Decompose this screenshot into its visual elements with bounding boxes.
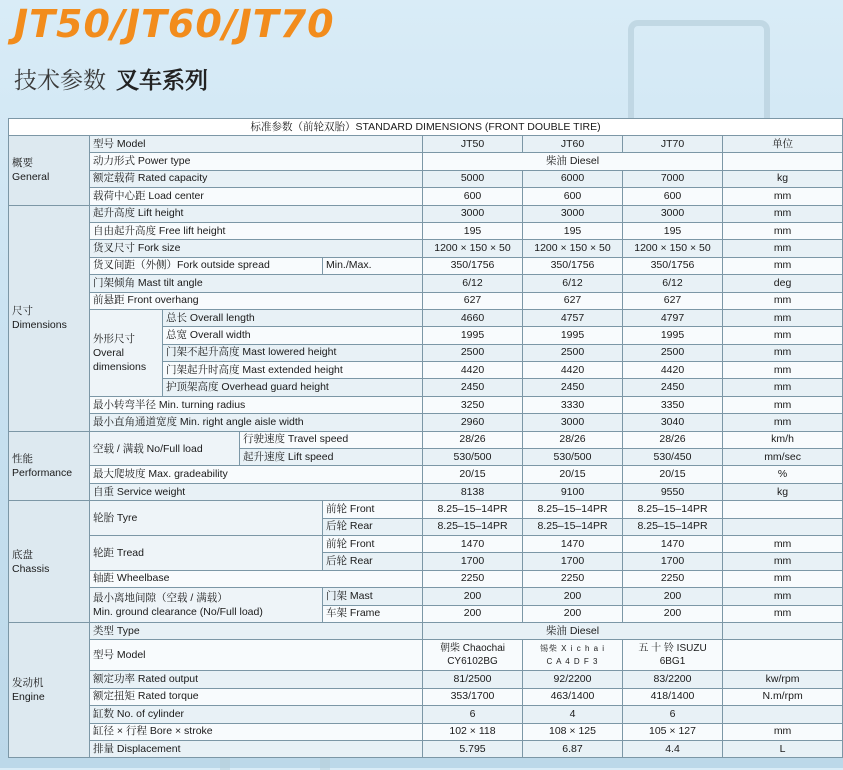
row-label: 额定功率 Rated output — [90, 671, 423, 688]
cell-value: 4420 — [523, 362, 623, 379]
table-row — [9, 257, 843, 274]
unit-cell: mm — [723, 396, 843, 413]
row-label: 门架起升时高度 Mast extended height — [163, 362, 423, 379]
row-label: 额定扭矩 Rated torque — [90, 688, 423, 705]
row-label: 起升高度 Lift height — [90, 205, 423, 222]
cell-value: 350/1756 — [623, 257, 723, 274]
table-row — [9, 570, 843, 587]
unit-cell: mm — [723, 362, 843, 379]
unit-cell: mm — [723, 309, 843, 326]
cell-value: 柴油 Diesel — [423, 153, 723, 170]
cell-value: 6 — [623, 706, 723, 723]
table-row — [9, 170, 843, 187]
row-label: 自重 Service weight — [90, 483, 423, 500]
unit-cell: mm — [723, 414, 843, 431]
cell-value: 3000 — [623, 205, 723, 222]
unit-cell — [723, 640, 843, 671]
cell-value: 1995 — [623, 327, 723, 344]
row-label: 后轮 Rear — [323, 518, 423, 535]
table-row — [9, 414, 843, 431]
table-header-row — [9, 119, 843, 136]
category-dimensions — [9, 205, 90, 431]
category-label-cn: 底盘 — [12, 548, 33, 561]
unit-cell: mm — [723, 553, 843, 570]
label-line: 最小离地间隙（空载 / 满载） — [93, 592, 228, 605]
table-row — [9, 688, 843, 705]
row-label: 最小直角通道宽度 Min. right angle aisle width — [90, 414, 423, 431]
cell-value: 8.25–15–14PR — [423, 501, 523, 518]
table-row — [9, 535, 843, 552]
cell-value: 2500 — [523, 344, 623, 361]
cell-value: 1995 — [423, 327, 523, 344]
table-row — [9, 501, 843, 518]
table-row — [9, 483, 843, 500]
cell-value: 6000 — [523, 170, 623, 187]
table-row — [9, 153, 843, 170]
table-header: 标准参数（前轮双胎）STANDARD DIMENSIONS (FRONT DOUBLE TIRE) — [9, 119, 843, 136]
cell-value: 1470 — [423, 535, 523, 552]
cell-value: 5.795 — [423, 740, 523, 757]
category-label-cn: 性能 — [12, 452, 33, 465]
cell-value: 2500 — [623, 344, 723, 361]
table-row — [9, 396, 843, 413]
cell-value: 8.25–15–14PR — [623, 518, 723, 535]
cell-value: 1700 — [423, 553, 523, 570]
table-row — [9, 205, 843, 222]
row-label: 车架 Frame — [323, 605, 423, 622]
category-chassis — [9, 501, 90, 623]
row-label: 额定载荷 Rated capacity — [90, 170, 423, 187]
page-subtitle — [14, 62, 208, 95]
cell-value: 8.25–15–14PR — [523, 501, 623, 518]
cell-value: 2450 — [523, 379, 623, 396]
cell-value: 3000 — [523, 414, 623, 431]
row-label: 总宽 Overall width — [163, 327, 423, 344]
cell-value: 4420 — [623, 362, 723, 379]
category-label-en: Engine — [12, 691, 45, 704]
cell-value: 105 × 127 — [623, 723, 723, 740]
unit-cell — [723, 622, 843, 639]
cell-value: 20/15 — [423, 466, 523, 483]
model-name: JT50 — [423, 136, 523, 153]
cell-value: 1200 × 150 × 50 — [623, 240, 723, 257]
unit-cell: mm — [723, 327, 843, 344]
table-row — [9, 292, 843, 309]
engine-brand: 锡柴 X i c h a i — [539, 644, 606, 654]
category-label-en: Performance — [12, 466, 73, 479]
cell-value: 3000 — [523, 205, 623, 222]
row-label: 载荷中心距 Load center — [90, 188, 423, 205]
cell-value: 627 — [623, 292, 723, 309]
unit-cell: N.m/rpm — [723, 688, 843, 705]
unit-cell: mm — [723, 605, 843, 622]
row-label: 货叉间距（外侧）Fork outside spread — [90, 257, 323, 274]
label-line: 外形尺寸 — [93, 332, 135, 345]
unit-cell: mm — [723, 344, 843, 361]
engine-brand: 朝柴 Chaochai — [439, 643, 506, 655]
cell-value: 195 — [423, 222, 523, 239]
cell-value: 600 — [623, 188, 723, 205]
tread-label: 轮距 Tread — [90, 535, 323, 570]
row-label-model: 型号 Model — [90, 136, 423, 153]
unit-cell: kg — [723, 483, 843, 500]
cell-value: 柴油 Diesel — [423, 622, 723, 639]
cell-value: 200 — [423, 588, 523, 605]
unit-cell: mm — [723, 257, 843, 274]
cell-value: 8.25–15–14PR — [523, 518, 623, 535]
cell-value: 4.4 — [623, 740, 723, 757]
unit-cell: mm — [723, 588, 843, 605]
cell-value: 1700 — [523, 553, 623, 570]
cell-value: 1200 × 150 × 50 — [523, 240, 623, 257]
category-engine — [9, 622, 90, 757]
cell-value: 83/2200 — [623, 671, 723, 688]
model-name: JT60 — [523, 136, 623, 153]
table-row — [9, 740, 843, 757]
cell-value: 8.25–15–14PR — [423, 518, 523, 535]
cell-value: 530/500 — [423, 449, 523, 466]
engine-brand: 五 十 铃 ISUZU — [638, 643, 707, 655]
row-label: 总长 Overall length — [163, 309, 423, 326]
cell-value: 2960 — [423, 414, 523, 431]
unit-cell: mm — [723, 222, 843, 239]
cell-value: 4660 — [423, 309, 523, 326]
table-row — [9, 622, 843, 639]
unit-cell: mm — [723, 205, 843, 222]
page-title: JT50/JT60/JT70 — [14, 2, 335, 46]
table-row — [9, 309, 843, 326]
row-label: 缸径 × 行程 Bore × stroke — [90, 723, 423, 740]
cell-value: 9100 — [523, 483, 623, 500]
cell-value: 200 — [623, 588, 723, 605]
cell-value: 200 — [523, 588, 623, 605]
table-row — [9, 588, 843, 605]
cell-value: 530/500 — [523, 449, 623, 466]
unit-cell: mm — [723, 535, 843, 552]
cell-value: 418/1400 — [623, 688, 723, 705]
cell-value: 20/15 — [523, 466, 623, 483]
clearance-label — [90, 588, 323, 623]
cell-value: 28/26 — [623, 431, 723, 448]
row-sublabel: Min./Max. — [323, 257, 423, 274]
table-row — [9, 275, 843, 292]
table-row — [9, 222, 843, 239]
label-line: dimensions — [93, 360, 147, 373]
unit-cell: L — [723, 740, 843, 757]
row-label: 护顶架高度 Overhead guard height — [163, 379, 423, 396]
cell-value: 2450 — [423, 379, 523, 396]
cell-value: 2250 — [423, 570, 523, 587]
cell-value: 530/450 — [623, 449, 723, 466]
row-label: 动力形式 Power type — [90, 153, 423, 170]
cell-value: 8.25–15–14PR — [623, 501, 723, 518]
cell-value: 108 × 125 — [523, 723, 623, 740]
category-performance — [9, 431, 90, 501]
cell-value: 1200 × 150 × 50 — [423, 240, 523, 257]
cell-value: 1995 — [523, 327, 623, 344]
cell-value: 600 — [523, 188, 623, 205]
row-label: 自由起升高度 Free lift height — [90, 222, 423, 239]
row-label: 最小转弯半径 Min. turning radius — [90, 396, 423, 413]
spec-table — [8, 118, 843, 758]
row-label: 轴距 Wheelbase — [90, 570, 423, 587]
row-label: 门架 Mast — [323, 588, 423, 605]
row-label: 型号 Model — [90, 640, 423, 671]
cell-value: 6/12 — [623, 275, 723, 292]
table-row — [9, 188, 843, 205]
cell-value: 200 — [523, 605, 623, 622]
category-label-en: Chassis — [12, 562, 50, 575]
cell-value — [423, 640, 523, 671]
cell-value: 7000 — [623, 170, 723, 187]
cell-value: 195 — [523, 222, 623, 239]
row-label: 最大爬坡度 Max. gradeability — [90, 466, 423, 483]
cell-value: 200 — [423, 605, 523, 622]
table-row — [9, 431, 843, 448]
table-row — [9, 136, 843, 153]
row-label: 前悬距 Front overhang — [90, 292, 423, 309]
cell-value: 6 — [423, 706, 523, 723]
unit-cell: mm/sec — [723, 449, 843, 466]
cell-value: 200 — [623, 605, 723, 622]
table-row — [9, 706, 843, 723]
cell-value: 3040 — [623, 414, 723, 431]
category-label-en: General — [12, 171, 50, 184]
category-label-cn: 尺寸 — [12, 305, 33, 318]
cell-value: 28/26 — [423, 431, 523, 448]
cell-value — [623, 640, 723, 671]
cell-value: 4797 — [623, 309, 723, 326]
unit-cell: mm — [723, 723, 843, 740]
cell-value: 28/26 — [523, 431, 623, 448]
row-label: 门架不起升高度 Mast lowered height — [163, 344, 423, 361]
cell-value: 350/1756 — [423, 257, 523, 274]
unit-cell — [723, 706, 843, 723]
cell-value: 353/1700 — [423, 688, 523, 705]
cell-value: 627 — [423, 292, 523, 309]
label-line: Min. ground clearance (No/Full load) — [93, 606, 263, 619]
unit-cell — [723, 518, 843, 535]
cell-value: 1470 — [623, 535, 723, 552]
unit-header: 单位 — [723, 136, 843, 153]
cell-value: 3330 — [523, 396, 623, 413]
spec-table-container — [8, 118, 803, 758]
cell-value: 6.87 — [523, 740, 623, 757]
cell-value: 195 — [623, 222, 723, 239]
unit-cell: mm — [723, 240, 843, 257]
cell-value: 3350 — [623, 396, 723, 413]
cell-value: 5000 — [423, 170, 523, 187]
row-label: 前轮 Front — [323, 501, 423, 518]
table-row — [9, 466, 843, 483]
category-label-en: Dimensions — [12, 319, 67, 332]
cell-value: 8138 — [423, 483, 523, 500]
row-label: 起升速度 Lift speed — [240, 449, 423, 466]
table-row — [9, 671, 843, 688]
noload-label: 空载 / 满载 No/Full load — [90, 431, 240, 466]
unit-cell: kw/rpm — [723, 671, 843, 688]
cell-value: 2450 — [623, 379, 723, 396]
cell-value: 1700 — [623, 553, 723, 570]
unit-cell: mm — [723, 188, 843, 205]
cell-value: 3250 — [423, 396, 523, 413]
row-label: 门架倾角 Mast tilt angle — [90, 275, 423, 292]
row-label: 行驶速度 Travel speed — [240, 431, 423, 448]
unit-cell: mm — [723, 379, 843, 396]
engine-model-code: 6BG1 — [659, 656, 686, 668]
cell-value: 4420 — [423, 362, 523, 379]
cell-value: 350/1756 — [523, 257, 623, 274]
cell-value: 6/12 — [523, 275, 623, 292]
cell-value: 2500 — [423, 344, 523, 361]
unit-cell: kg — [723, 170, 843, 187]
row-label: 缸数 No. of cylinder — [90, 706, 423, 723]
cell-value: 2250 — [523, 570, 623, 587]
cell-value: 102 × 118 — [423, 723, 523, 740]
category-general — [9, 136, 90, 206]
engine-model-code: CY6102BG — [447, 656, 498, 668]
row-label: 货叉尺寸 Fork size — [90, 240, 423, 257]
overal-dimensions-label — [90, 309, 163, 396]
cell-value: 2250 — [623, 570, 723, 587]
unit-cell: mm — [723, 570, 843, 587]
cell-value: 92/2200 — [523, 671, 623, 688]
cell-value: 627 — [523, 292, 623, 309]
row-label: 类型 Type — [90, 622, 423, 639]
engine-model-code: C A 4 D F 3 — [546, 657, 599, 667]
table-row — [9, 640, 843, 671]
cell-value: 4 — [523, 706, 623, 723]
cell-value: 6/12 — [423, 275, 523, 292]
unit-cell — [723, 153, 843, 170]
table-row — [9, 723, 843, 740]
cell-value: 1470 — [523, 535, 623, 552]
row-label: 排量 Displacement — [90, 740, 423, 757]
unit-cell — [723, 501, 843, 518]
subtitle-prefix: 技术参数 — [14, 68, 106, 94]
cell-value: 4757 — [523, 309, 623, 326]
category-label-cn: 发动机 — [12, 677, 44, 690]
tyre-label: 轮胎 Tyre — [90, 501, 323, 536]
cell-value: 600 — [423, 188, 523, 205]
subtitle-main: 叉车系列 — [116, 68, 208, 94]
cell-value: 81/2500 — [423, 671, 523, 688]
cell-value: 20/15 — [623, 466, 723, 483]
row-label: 后轮 Rear — [323, 553, 423, 570]
unit-cell: mm — [723, 292, 843, 309]
unit-cell: % — [723, 466, 843, 483]
row-label: 前轮 Front — [323, 535, 423, 552]
cell-value: 3000 — [423, 205, 523, 222]
unit-cell: km/h — [723, 431, 843, 448]
label-line: Overal — [93, 346, 124, 359]
cell-value: 9550 — [623, 483, 723, 500]
table-row — [9, 240, 843, 257]
cell-value: 463/1400 — [523, 688, 623, 705]
model-name: JT70 — [623, 136, 723, 153]
category-label-cn: 概要 — [12, 157, 33, 170]
cell-value — [523, 640, 623, 671]
unit-cell: deg — [723, 275, 843, 292]
